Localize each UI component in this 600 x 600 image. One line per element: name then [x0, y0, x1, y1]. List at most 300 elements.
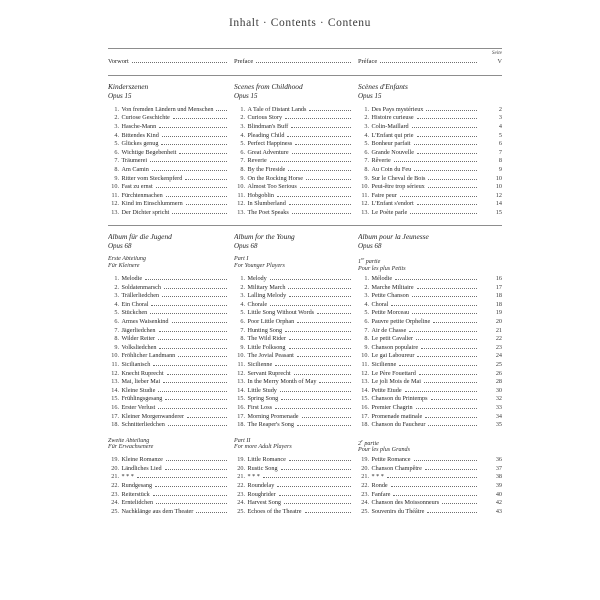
leader-dots — [137, 477, 227, 478]
entry-title-en: Servant Ruprecht — [247, 369, 291, 377]
entry-en — [234, 456, 358, 463]
entry-title-fr: Air de Chasse — [371, 326, 407, 334]
entry-title-fr: Des Pays mystérieux — [371, 105, 424, 113]
leader-dots — [155, 486, 227, 487]
entry-title-fr: Fanfare — [371, 490, 391, 498]
table-row — [108, 132, 502, 139]
entry-title-fr: Mélodie — [371, 275, 393, 282]
entry-title-de: Ritter vom Steckenpferd — [121, 174, 183, 182]
leader-dots — [151, 305, 227, 306]
entry-number: 6. — [114, 317, 119, 325]
entry-number: 13. — [237, 378, 245, 386]
table-row — [108, 192, 502, 199]
entry-de — [108, 309, 234, 316]
front-matter-page: V — [497, 58, 502, 65]
entry-title-en: Blindman's Buff — [247, 122, 289, 130]
table-row — [108, 473, 502, 480]
entry-fr — [358, 473, 484, 480]
leader-dots — [172, 322, 228, 323]
entry-de — [108, 327, 234, 334]
section-heading-fr — [358, 82, 484, 100]
leader-dots — [168, 425, 227, 426]
entry-de — [108, 404, 234, 411]
leader-dots — [158, 339, 227, 340]
entry-title-de: Von fremden Ländern und Menschen — [121, 105, 214, 113]
table-row — [108, 335, 502, 342]
leader-dots — [178, 356, 227, 357]
entry-page: 4 — [498, 122, 502, 130]
section-title-en: Album for the Young — [234, 232, 295, 242]
entry-fr — [358, 200, 484, 207]
entry-de — [108, 200, 234, 207]
leader-dots — [196, 512, 227, 513]
entry-number: 13. — [361, 378, 369, 386]
entry-number: 16. — [361, 403, 369, 411]
entry-title-de: Erster Verlust — [121, 403, 156, 411]
entry-en — [234, 292, 358, 299]
entry-number: 21. — [111, 473, 119, 481]
leader-dots — [287, 136, 351, 137]
entry-title-de: Hasche-Mann — [121, 122, 157, 130]
entry-de — [108, 157, 234, 164]
leader-dots — [417, 136, 477, 137]
entry-number: 5. — [364, 309, 369, 317]
leader-dots — [309, 110, 351, 111]
leader-dots — [414, 170, 477, 171]
entry-fr — [358, 508, 484, 515]
entry-number: 10. — [237, 183, 245, 191]
subsection-heading-fr — [358, 438, 484, 454]
entry-title-fr: Premier Chagrin — [371, 403, 413, 411]
entry-de — [108, 140, 234, 147]
table-row — [108, 395, 502, 402]
leader-dots — [395, 279, 477, 280]
leader-dots — [305, 512, 351, 513]
entry-title-fr: Peut-être trop sérieux — [371, 183, 425, 191]
leader-dots — [179, 153, 227, 154]
entry-title-en: By the Fireside — [247, 165, 286, 173]
entry-fr — [358, 421, 484, 428]
leader-dots — [306, 179, 351, 180]
table-row — [108, 292, 502, 299]
entry-en — [234, 114, 358, 121]
entry-title-de: Melodie — [121, 275, 143, 282]
entry-fr — [358, 309, 484, 316]
leader-dots — [270, 305, 351, 306]
entry-title-fr: Faire peur — [371, 191, 397, 199]
entry-title-fr: Chanson populaire — [371, 343, 419, 351]
entry-number: 6. — [364, 148, 369, 156]
leader-dots — [150, 161, 227, 162]
entry-title-en: Pleading Child — [247, 131, 285, 139]
front-matter-row — [108, 58, 502, 65]
entry-page: 16 — [495, 275, 502, 282]
leader-dots — [416, 339, 477, 340]
leader-dots — [409, 331, 477, 332]
entry-number: 25. — [237, 507, 245, 515]
entry-title-fr: Le gai Laboureur — [371, 352, 415, 360]
leader-dots — [428, 187, 477, 188]
subsection-heading — [108, 256, 502, 272]
entry-number: 3. — [240, 292, 245, 300]
entry-number: 9. — [364, 343, 369, 351]
entry-page: 32 — [495, 395, 502, 403]
entry-title-de: Ländliches Lied — [121, 464, 162, 472]
leader-dots — [319, 382, 351, 383]
entry-title-en: Spring Song — [247, 395, 279, 403]
entry-title-en: Perfect Happiness — [247, 140, 293, 148]
entry-en — [234, 361, 358, 368]
entry-de — [108, 387, 234, 394]
leader-dots — [277, 486, 351, 487]
entry-page: 40 — [495, 490, 502, 498]
entry-en — [234, 465, 358, 472]
subsection-heading-de — [108, 256, 234, 272]
entry-en — [234, 192, 358, 199]
entry-number: 15. — [111, 395, 119, 403]
section-heading-de — [108, 82, 234, 100]
leader-dots — [417, 288, 477, 289]
leader-dots — [167, 374, 227, 375]
entry-en — [234, 318, 358, 325]
entry-number: 20. — [237, 464, 245, 472]
entry-page: 34 — [495, 412, 502, 420]
entry-number: 11. — [111, 360, 119, 368]
entry-title-de: Bittendes Kind — [121, 131, 159, 139]
leader-dots — [289, 296, 351, 297]
entry-title-en: Curious Story — [247, 114, 283, 122]
entry-number: 3. — [114, 292, 119, 300]
leader-dots — [419, 374, 477, 375]
entry-number: 8. — [114, 335, 119, 343]
entry-number: 8. — [240, 165, 245, 173]
entry-page: 38 — [495, 473, 502, 481]
leader-dots — [166, 196, 227, 197]
entry-number: 12. — [361, 369, 369, 377]
entry-number: 7. — [114, 326, 119, 334]
entry-page: 10 — [495, 174, 502, 182]
section-heading-de — [108, 232, 234, 250]
entry-fr — [358, 114, 484, 121]
entry-de — [108, 482, 234, 489]
entry-number: 17. — [361, 412, 369, 420]
entry-number: 12. — [111, 200, 119, 208]
entry-de — [108, 132, 234, 139]
entry-title-en: The Reaper's Song — [247, 421, 294, 429]
front-matter-de — [108, 58, 234, 65]
leader-dots — [270, 161, 351, 162]
entry-title-de: Knecht Ruprecht — [121, 369, 164, 377]
entry-number: 8. — [114, 165, 119, 173]
entry-number: 25. — [111, 507, 119, 515]
entry-number: 14. — [361, 386, 369, 394]
entry-number: 14. — [237, 386, 245, 394]
entry-number: 9. — [364, 174, 369, 182]
entry-page: 8 — [498, 157, 502, 165]
entry-de — [108, 301, 234, 308]
entry-number: 18. — [111, 421, 119, 429]
subsection-audience-de: Für Kleinere — [108, 262, 140, 269]
leader-dots — [431, 399, 477, 400]
leader-dots — [150, 313, 227, 314]
entry-title-de: Fast zu ernst — [121, 183, 153, 191]
entry-en — [234, 499, 358, 506]
section-opus-en: Opus 68 — [234, 242, 258, 251]
entry-de — [108, 465, 234, 472]
entry-de — [108, 499, 234, 506]
leader-dots — [412, 127, 477, 128]
seite-column-label: Seite — [491, 50, 502, 56]
entry-de — [108, 209, 234, 216]
entry-page: 26 — [495, 369, 502, 377]
leader-dots — [405, 391, 477, 392]
leader-dots — [410, 213, 477, 214]
entry-fr — [358, 378, 484, 385]
entry-title-fr: Grande Nouvelle — [371, 148, 414, 156]
entry-number: 24. — [111, 499, 119, 507]
entry-en — [234, 157, 358, 164]
table-row — [108, 370, 502, 377]
entry-number: 1. — [240, 105, 245, 113]
entry-title-fr: Petite Morceau — [371, 309, 410, 317]
entry-title-fr: Le joli Mois de Mai — [371, 378, 421, 386]
entry-page: 22 — [495, 335, 502, 343]
leader-dots — [165, 399, 227, 400]
entry-fr — [358, 361, 484, 368]
entry-title-en: * * * — [247, 473, 260, 481]
subsection-part-fr: 2e partie — [358, 437, 379, 447]
entry-fr — [358, 123, 484, 130]
entry-number: 12. — [237, 369, 245, 377]
entry-title-de: Schnitterliedchen — [121, 421, 165, 429]
entry-title-en: Sicilienne — [247, 360, 273, 368]
subsection-audience-en: For more Adult Players — [234, 444, 292, 451]
entry-de — [108, 183, 234, 190]
entry-number: 3. — [364, 122, 369, 130]
entry-number: 1. — [114, 275, 119, 282]
entry-title-en: Almost Too Serious — [247, 183, 297, 191]
entry-de — [108, 352, 234, 359]
table-row — [108, 309, 502, 316]
entry-page: 18 — [495, 300, 502, 308]
entry-de — [108, 421, 234, 428]
entry-number: 11. — [237, 191, 245, 199]
entry-title-de: Fröhlicher Landmann — [121, 352, 176, 360]
subsection-part-fr: 1re partie — [358, 256, 381, 266]
entry-page: 28 — [495, 378, 502, 386]
section-heading — [108, 82, 502, 100]
entry-number: 11. — [361, 191, 369, 199]
entry-de — [108, 361, 234, 368]
entry-fr — [358, 175, 484, 182]
spacer — [108, 430, 502, 438]
entry-title-fr: Petite Etude — [371, 386, 402, 394]
entry-page: 6 — [498, 140, 502, 148]
leader-dots — [162, 296, 227, 297]
leader-dots — [156, 187, 227, 188]
subsection-part-de: Zweite Abteilung — [108, 437, 150, 444]
leader-dots — [281, 399, 351, 400]
leader-dots — [280, 391, 351, 392]
entry-number: 2. — [114, 114, 119, 122]
leader-dots — [275, 408, 351, 409]
section-opus-fr: Opus 15 — [358, 91, 382, 100]
entry-title-de: Rundgesang — [121, 482, 153, 489]
entry-de — [108, 149, 234, 156]
entry-number: 23. — [361, 490, 369, 498]
entry-title-en: Military March — [247, 283, 286, 291]
entry-number: 20. — [111, 464, 119, 472]
front-matter-en — [234, 58, 358, 65]
entry-number: 24. — [237, 499, 245, 507]
leader-dots — [275, 365, 351, 366]
entry-number: 8. — [364, 335, 369, 343]
entry-de — [108, 192, 234, 199]
entry-number: 7. — [364, 326, 369, 334]
leader-dots — [394, 161, 477, 162]
entry-title-fr: Chanson des Moissonneurs — [371, 499, 440, 507]
entry-title-en: Little Romance — [247, 456, 286, 464]
entry-number: 25. — [361, 507, 369, 515]
subsection-heading-en — [234, 438, 358, 454]
entry-number: 11. — [111, 191, 119, 199]
entry-title-fr: L'Enfant s'endort — [371, 200, 414, 208]
leader-dots — [399, 365, 477, 366]
entry-page: 43 — [495, 507, 502, 515]
entry-title-de: Kleiner Morgenwanderer — [121, 412, 185, 420]
entry-number: 10. — [111, 183, 119, 191]
entry-page: 9 — [498, 165, 502, 173]
leader-dots — [428, 179, 477, 180]
leader-dots — [417, 356, 477, 357]
entry-fr — [358, 140, 484, 147]
section-opus-en: Opus 15 — [234, 91, 258, 100]
table-row — [108, 200, 502, 207]
leader-dots — [414, 144, 477, 145]
table-row — [108, 123, 502, 130]
entry-number: 10. — [237, 352, 245, 360]
entry-page: 36 — [495, 456, 502, 464]
entry-number: 8. — [364, 165, 369, 173]
entry-number: 19. — [361, 456, 369, 464]
entry-title-de: Träumerei — [121, 157, 148, 165]
entry-en — [234, 352, 358, 359]
entry-de — [108, 370, 234, 377]
entry-en — [234, 508, 358, 515]
leader-dots — [297, 322, 351, 323]
entry-page: 18 — [495, 292, 502, 300]
entry-number: 15. — [237, 395, 245, 403]
entry-page: 14 — [495, 200, 502, 208]
header-divider — [108, 48, 502, 49]
section-opus-de: Opus 15 — [108, 91, 132, 100]
section-title-en: Scenes from Childhood — [234, 81, 303, 91]
section-heading-page-spacer — [484, 82, 502, 100]
leader-dots — [159, 331, 227, 332]
spacer — [108, 67, 502, 75]
section-heading-fr — [358, 232, 484, 250]
entry-number: 2. — [364, 114, 369, 122]
entry-title-de: Armes Waisenkind — [121, 317, 169, 325]
table-row — [108, 183, 502, 190]
entry-en — [234, 378, 358, 385]
entry-number: 13. — [361, 208, 369, 216]
entry-title-de: Mai, lieber Mai — [121, 378, 161, 386]
leader-dots — [285, 331, 351, 332]
section-title-de: Album für die Jugend — [108, 232, 172, 242]
table-row — [108, 361, 502, 368]
entry-fr — [358, 344, 484, 351]
section-title-fr: Album pour la Jeunesse — [358, 232, 429, 242]
leader-dots — [414, 460, 477, 461]
entry-title-de: Curiose Geschichte — [121, 114, 170, 122]
front-matter-en-label: Preface — [234, 58, 254, 65]
entry-title-de: Kleine Romanze — [121, 456, 163, 464]
entry-title-fr: Pauvre petite Orpheline — [371, 317, 431, 325]
subsection-page-spacer — [484, 438, 502, 454]
table-row — [108, 508, 502, 515]
entry-title-en: Reverie — [247, 157, 267, 165]
table-row — [108, 157, 502, 164]
entry-title-fr: Colin-Maillard — [371, 122, 409, 130]
entry-en — [234, 370, 358, 377]
entry-de — [108, 275, 234, 282]
leader-dots — [173, 118, 227, 119]
entry-de — [108, 473, 234, 480]
table-row — [108, 301, 502, 308]
section-opus-fr: Opus 68 — [358, 242, 382, 251]
entry-de — [108, 318, 234, 325]
entry-number: 6. — [240, 148, 245, 156]
entry-number: 13. — [237, 208, 245, 216]
entry-title-en: Lalling Melody — [247, 292, 287, 300]
leader-dots — [216, 110, 227, 111]
entry-title-en: On the Rocking Horse — [247, 174, 304, 182]
leader-dots — [256, 62, 351, 63]
subsection-audience-en: For Younger Players — [234, 262, 285, 269]
entry-fr — [358, 499, 484, 506]
entry-title-de: * * * — [121, 473, 134, 481]
entry-number: 9. — [240, 343, 245, 351]
entry-title-en: Little Study — [247, 386, 277, 394]
leader-dots — [152, 170, 227, 171]
entry-page: 7 — [498, 148, 502, 156]
entry-title-fr: Le petit Cavalier — [371, 335, 414, 343]
entry-number: 11. — [361, 360, 369, 368]
leader-dots — [281, 469, 351, 470]
section-title-fr: Scènes d'Enfants — [358, 81, 408, 91]
entry-fr — [358, 132, 484, 139]
table-row — [108, 149, 502, 156]
entry-title-en: Morning Promenade — [247, 412, 299, 420]
entry-number: 14. — [111, 386, 119, 394]
leader-dots — [159, 348, 227, 349]
entry-en — [234, 482, 358, 489]
entry-number: 5. — [240, 140, 245, 148]
entry-title-en: Hobgoblin — [247, 191, 274, 199]
entry-page: 33 — [495, 403, 502, 411]
subsection-part-en: Part I — [234, 256, 249, 263]
entry-title-fr: Bonheur parfait — [371, 140, 411, 148]
entry-title-fr: Le Poète parle — [371, 208, 408, 216]
entry-title-en: The Jovial Peasant — [247, 352, 294, 360]
subsection-heading-de — [108, 438, 234, 454]
entry-de — [108, 284, 234, 291]
entry-fr — [358, 387, 484, 394]
leader-dots — [391, 486, 477, 487]
leader-dots — [164, 288, 227, 289]
table-row — [108, 413, 502, 420]
